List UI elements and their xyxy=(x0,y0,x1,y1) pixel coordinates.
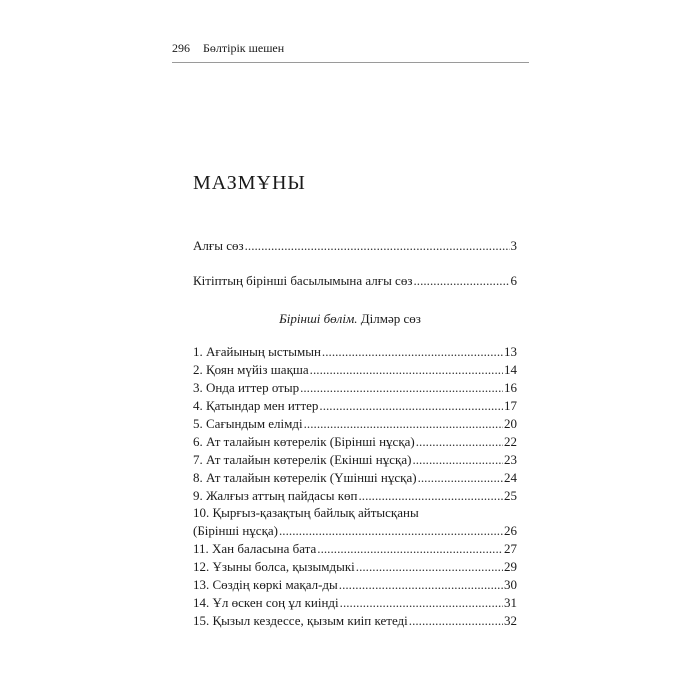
toc-entry-label: Кітіптың бірінші басылымына алғы сөз xyxy=(193,273,413,288)
leader-dots xyxy=(310,362,503,378)
leader-dots xyxy=(279,523,503,539)
toc-entry-page: 31 xyxy=(504,595,517,610)
leader-dots xyxy=(304,416,503,432)
toc-entry-page: 16 xyxy=(504,380,517,395)
toc-entry xyxy=(193,559,517,577)
page-number: 296 xyxy=(172,41,190,55)
toc-entry-label: 13. Сөздің көркі мақал-ды xyxy=(193,577,338,592)
toc-entry-label: 5. Сағындым елімді xyxy=(193,416,303,431)
leader-dots xyxy=(339,577,503,593)
toc-entry-label: 9. Жалғыз аттың пайдасы көп xyxy=(193,488,358,503)
toc-entry-page: 17 xyxy=(504,398,517,413)
toc-entry-label: 1. Ағайының ыстымын xyxy=(193,344,321,359)
toc-entry-label: 2. Қоян мүйіз шақша xyxy=(193,362,309,377)
part-title: Ділмәр сөз xyxy=(357,311,421,326)
toc-entry-page: 14 xyxy=(504,362,517,377)
part-heading xyxy=(0,311,700,327)
running-head xyxy=(172,41,284,56)
toc-entry-label: 10. Қырғыз-қазақтың байлық айтысқаны xyxy=(193,505,419,520)
toc-entry-page: 24 xyxy=(504,470,517,485)
leader-dots xyxy=(412,452,503,468)
toc-entry-label: 7. Ат талайын көтерелік (Екінші нұсқа) xyxy=(193,452,412,467)
toc-entry-page: 20 xyxy=(504,416,517,431)
toc-entry-page: 25 xyxy=(504,488,517,503)
leader-dots xyxy=(340,595,503,611)
toc-entry-page: 27 xyxy=(504,541,517,556)
toc-entry-page: 32 xyxy=(504,613,517,628)
toc-entry xyxy=(193,523,517,541)
toc-entry xyxy=(193,541,517,559)
toc-entry-page: 26 xyxy=(504,523,517,538)
toc-entry-label: 11. Хан баласына бата xyxy=(193,541,317,556)
toc-entry-page: 13 xyxy=(504,344,517,359)
toc-entry-label: 6. Ат талайын көтерелік (Бірінші нұсқа) xyxy=(193,434,415,449)
toc-entry-label: 15. Қызыл кездессе, қызым киіп кетеді xyxy=(193,613,408,628)
toc-entry xyxy=(193,380,517,398)
toc-entry xyxy=(193,344,517,362)
leader-dots xyxy=(322,344,503,360)
toc-entry-page: 29 xyxy=(504,559,517,574)
header-rule xyxy=(172,62,529,63)
toc-entry xyxy=(193,398,517,416)
toc-entry-page: 30 xyxy=(504,577,517,592)
leader-dots xyxy=(413,273,509,289)
running-title: Бөлтірік шешен xyxy=(203,41,285,55)
leader-dots xyxy=(356,559,503,575)
toc-entry xyxy=(193,416,517,434)
toc-entry xyxy=(193,238,517,256)
toc-entry xyxy=(193,470,517,488)
toc-entry xyxy=(193,452,517,470)
toc-entry xyxy=(193,434,517,452)
toc-entry-label: 12. Ұзыны болса, қызымдыкі xyxy=(193,559,355,574)
leader-dots xyxy=(418,470,503,486)
leader-dots xyxy=(358,488,503,504)
toc-entry-page: 23 xyxy=(504,452,517,467)
toc-entry xyxy=(193,613,517,631)
toc-entry xyxy=(193,595,517,613)
toc-entry-label: (Бірінші нұсқа) xyxy=(193,523,278,538)
toc-entry-label: 8. Ат талайын көтерелік (Үшінші нұсқа) xyxy=(193,470,417,485)
toc-entry-label: 4. Қатындар мен иттер xyxy=(193,398,319,413)
toc-entry-page: 3 xyxy=(510,238,517,253)
part-number: Бірінші бөлім. xyxy=(279,311,358,326)
leader-dots xyxy=(319,398,503,414)
leader-dots xyxy=(300,380,503,396)
leader-dots xyxy=(317,541,503,557)
toc-entry-label: 14. Ұл өскен соң ұл киінді xyxy=(193,595,339,610)
toc-entry xyxy=(193,273,517,291)
toc-entry-label: Алғы сөз xyxy=(193,238,244,253)
toc-title: МАЗМҰНЫ xyxy=(193,172,306,194)
toc-entry xyxy=(193,577,517,595)
toc-entry-continued xyxy=(193,505,419,523)
toc-entry-page: 6 xyxy=(510,273,517,288)
leader-dots xyxy=(245,238,510,254)
leader-dots xyxy=(409,613,503,629)
toc-entry xyxy=(193,488,517,506)
toc-entry-page: 22 xyxy=(504,434,517,449)
toc-entry-label: 3. Онда иттер отыр xyxy=(193,380,300,395)
toc-entry xyxy=(193,362,517,380)
leader-dots xyxy=(416,434,503,450)
